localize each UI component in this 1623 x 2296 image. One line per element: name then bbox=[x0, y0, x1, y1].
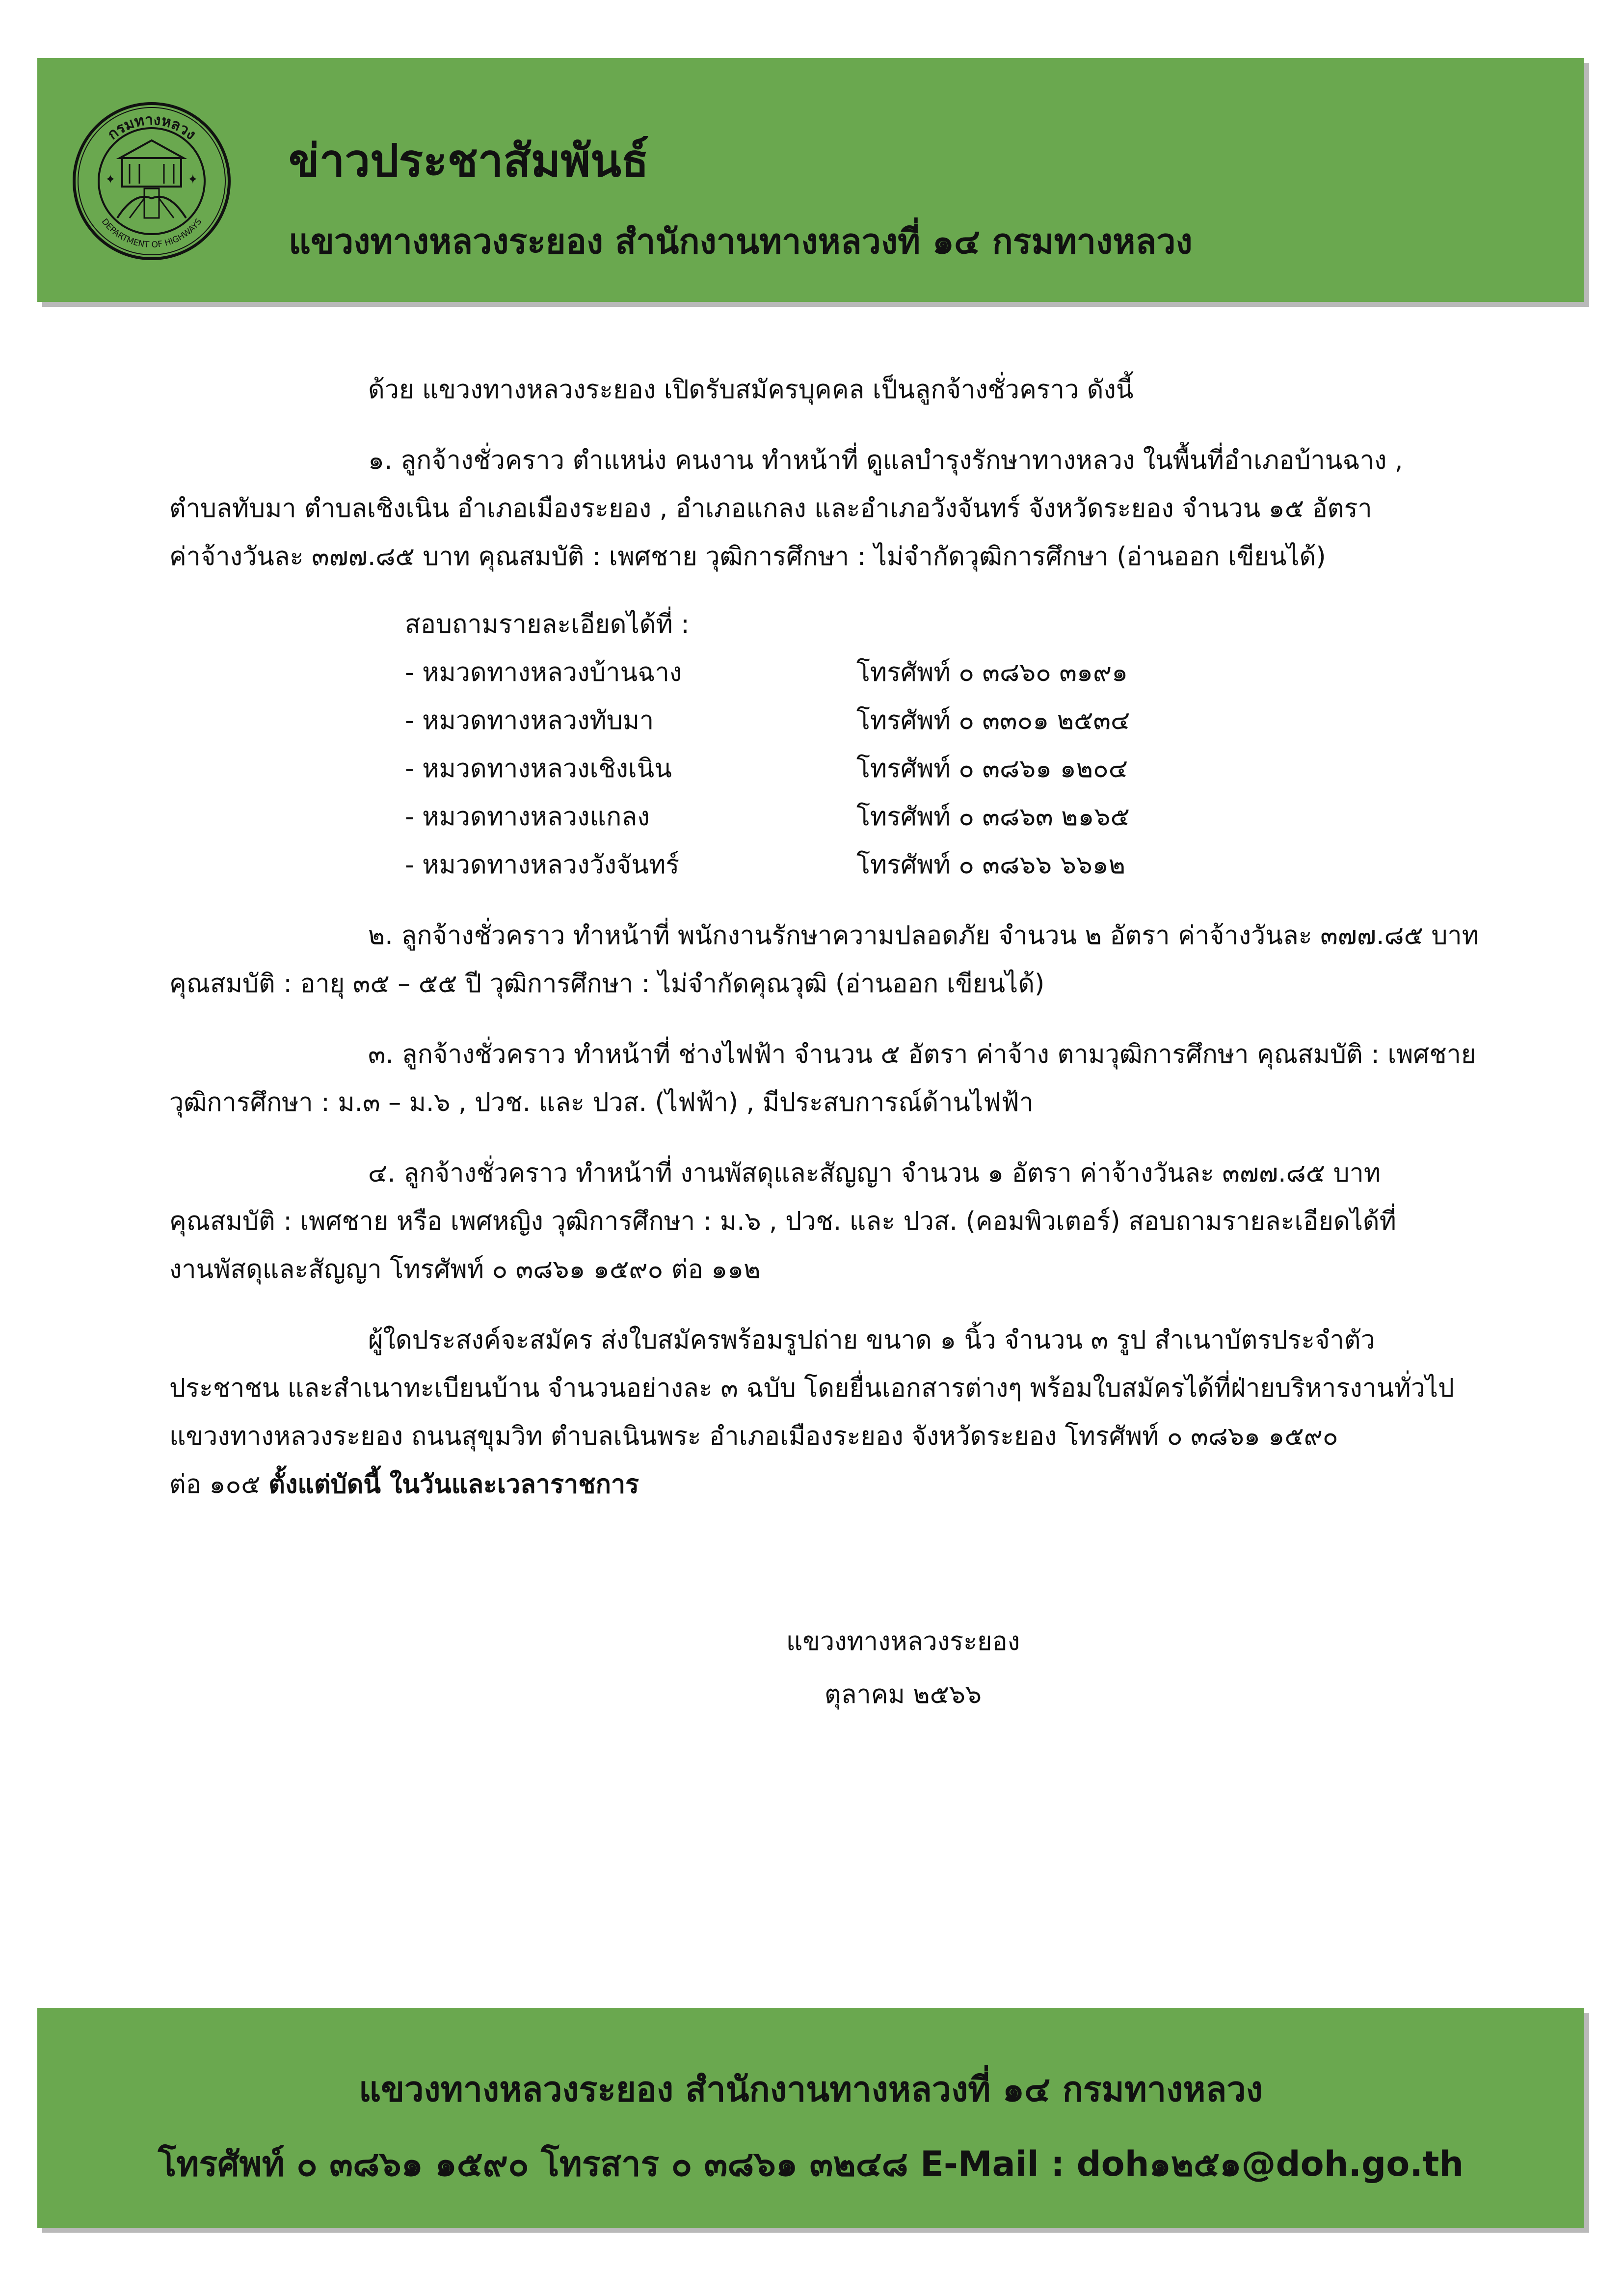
signature-date: ตุลาคม ๒๕๖๖ bbox=[824, 1680, 982, 1709]
apply-line-2: ประชาชน และสำเนาทะเบียนบ้าน จำนวนอย่างละ ๓ ฉบับ โดยยื่นเอกสารต่างๆ พร้อมใบสมัครได้ที่ฝ่ายบริหารงานทั่วไป bbox=[169, 1374, 1455, 1403]
svg-text:DEPARTMENT OF HIGHWAYS: DEPARTMENT OF HIGHWAYS bbox=[99, 216, 204, 250]
contact-list-title: สอบถามรายละเอียดได้ที่ : bbox=[405, 610, 690, 639]
page-subtitle: แขวงทางหลวงระยอง สำนักงานทางหลวงที่ ๑๔ กรมทางหลวง bbox=[289, 221, 1193, 262]
contact-office: - หมวดทางหลวงเชิงเนิน bbox=[405, 754, 672, 783]
item-4-line-3: งานพัสดุและสัญญา โทรศัพท์ ๐ ๓๘๖๑ ๑๕๙๐ ต่อ ๑๑๒ bbox=[169, 1255, 761, 1284]
signature-org: แขวงทางหลวงระยอง bbox=[786, 1627, 1020, 1656]
header-banner bbox=[37, 58, 1584, 302]
contact-phone: โทรศัพท์ ๐ ๓๘๖๑ ๑๒๐๔ bbox=[856, 754, 1128, 783]
contact-row bbox=[405, 793, 1490, 841]
item-3-line-2: วุฒิการศึกษา : ม.๓ – ม.๖ , ปวช. และ ปวส. (ไฟฟ้า) , มีประสบการณ์ด้านไฟฟ้า bbox=[169, 1088, 1034, 1117]
contact-phone: โทรศัพท์ ๐ ๓๘๖๖ ๖๖๑๒ bbox=[856, 850, 1126, 880]
contact-row bbox=[405, 745, 1490, 793]
svg-text:กรมทางหลวง: กรมทางหลวง bbox=[104, 111, 199, 143]
item-1-line-2: ตำบลทับมา ตำบลเชิงเนิน อำเภอเมืองระยอง , อำเภอแกลง และอำเภอวังจันทร์ จังหวัดระยอง จำนวน ๑๕ อัตรา bbox=[169, 494, 1372, 523]
item-4-line-1: ๔. ลูกจ้างชั่วคราว ทำหน้าที่ งานพัสดุและสัญญา จำนวน ๑ อัตรา ค่าจ้างวันละ ๓๗๗.๘๕ บาท bbox=[368, 1159, 1381, 1188]
svg-text:✦: ✦ bbox=[187, 172, 198, 187]
footer-banner bbox=[37, 2008, 1584, 2228]
contact-row bbox=[405, 697, 1490, 745]
item-4-line-2: คุณสมบัติ : เพศชาย หรือ เพศหญิง วุฒิการศึกษา : ม.๖ , ปวช. และ ปวส. (คอมพิวเตอร์) สอบถามรายละเอียดได้ที่ bbox=[169, 1207, 1396, 1236]
footer-contact: โทรศัพท์ ๐ ๓๘๖๑ ๑๕๙๐ โทรสาร ๐ ๓๘๖๑ ๓๒๔๘ E-Mail : doh๑๒๕๑@doh.go.th bbox=[158, 2144, 1464, 2184]
contact-office: - หมวดทางหลวงวังจันทร์ bbox=[405, 850, 680, 880]
contact-office: - หมวดทางหลวงแกลง bbox=[405, 802, 650, 832]
announcement-body bbox=[169, 366, 1490, 1509]
footer-org: แขวงทางหลวงระยอง สำนักงานทางหลวงที่ ๑๔ กรมทางหลวง bbox=[359, 2069, 1263, 2109]
contact-row bbox=[405, 648, 1490, 697]
department-seal-logo bbox=[71, 100, 233, 262]
apply-extension: ต่อ ๑๐๕ bbox=[169, 1470, 261, 1499]
item-2-line-2: คุณสมบัติ : อายุ ๓๕ – ๕๕ ปี วุฒิการศึกษา : ไม่จำกัดคุณวุฒิ (อ่านออก เขียนได้) bbox=[169, 969, 1045, 999]
svg-text:✦: ✦ bbox=[105, 172, 116, 187]
contact-office: - หมวดทางหลวงทับมา bbox=[405, 706, 654, 735]
contact-phone: โทรศัพท์ ๐ ๓๘๖๐ ๓๑๙๑ bbox=[856, 658, 1128, 687]
item-1-line-3: ค่าจ้างวันละ ๓๗๗.๘๕ บาท คุณสมบัติ : เพศชาย วุฒิการศึกษา : ไม่จำกัดวุฒิการศึกษา (อ่านออก เขียนได้) bbox=[169, 542, 1326, 571]
signature-block bbox=[628, 1615, 1178, 1721]
apply-line-1: ผู้ใดประสงค์จะสมัคร ส่งใบสมัครพร้อมรูปถ่าย ขนาด ๑ นิ้ว จำนวน ๓ รูป สำเนาบัตรประจำตัว bbox=[368, 1325, 1375, 1355]
item-2-line-1: ๒. ลูกจ้างชั่วคราว ทำหน้าที่ พนักงานรักษาความปลอดภัย จำนวน ๒ อัตรา ค่าจ้างวันละ ๓๗๗.๘๕ บาท bbox=[368, 921, 1479, 950]
contact-phone: โทรศัพท์ ๐ ๓๓๐๑ ๒๕๓๔ bbox=[856, 706, 1130, 735]
intro-text: ด้วย แขวงทางหลวงระยอง เปิดรับสมัครบุคคล เป็นลูกจ้างชั่วคราว ดังนี้ bbox=[368, 375, 1134, 405]
apply-line-4 bbox=[169, 1460, 1490, 1509]
contact-phone: โทรศัพท์ ๐ ๓๘๖๓ ๒๑๖๕ bbox=[856, 802, 1130, 832]
contact-office: - หมวดทางหลวงบ้านฉาง bbox=[405, 658, 682, 687]
item-3-line-1: ๓. ลูกจ้างชั่วคราว ทำหน้าที่ ช่างไฟฟ้า จำนวน ๕ อัตรา ค่าจ้าง ตามวุฒิการศึกษา คุณสมบัติ : เพศชาย bbox=[368, 1040, 1476, 1069]
item-1-line-1: ๑. ลูกจ้างชั่วคราว ตำแหน่ง คนงาน ทำหน้าที่ ดูแลบำรุงรักษาทางหลวง ในพื้นที่อำเภอบ้านฉาง , bbox=[368, 446, 1403, 475]
apply-line-3: แขวงทางหลวงระยอง ถนนสุขุมวิท ตำบลเนินพระ อำเภอเมืองระยอง จังหวัดระยอง โทรศัพท์ ๐ ๓๘๖๑ ๑๕๙๐ bbox=[169, 1422, 1338, 1451]
apply-period: ตั้งแต่บัดนี้ ในวันและเวลาราชการ bbox=[268, 1470, 639, 1499]
contact-row bbox=[405, 841, 1490, 889]
contact-list bbox=[405, 600, 1490, 889]
page-title: ข่าวประชาสัมพันธ์ bbox=[289, 135, 649, 187]
